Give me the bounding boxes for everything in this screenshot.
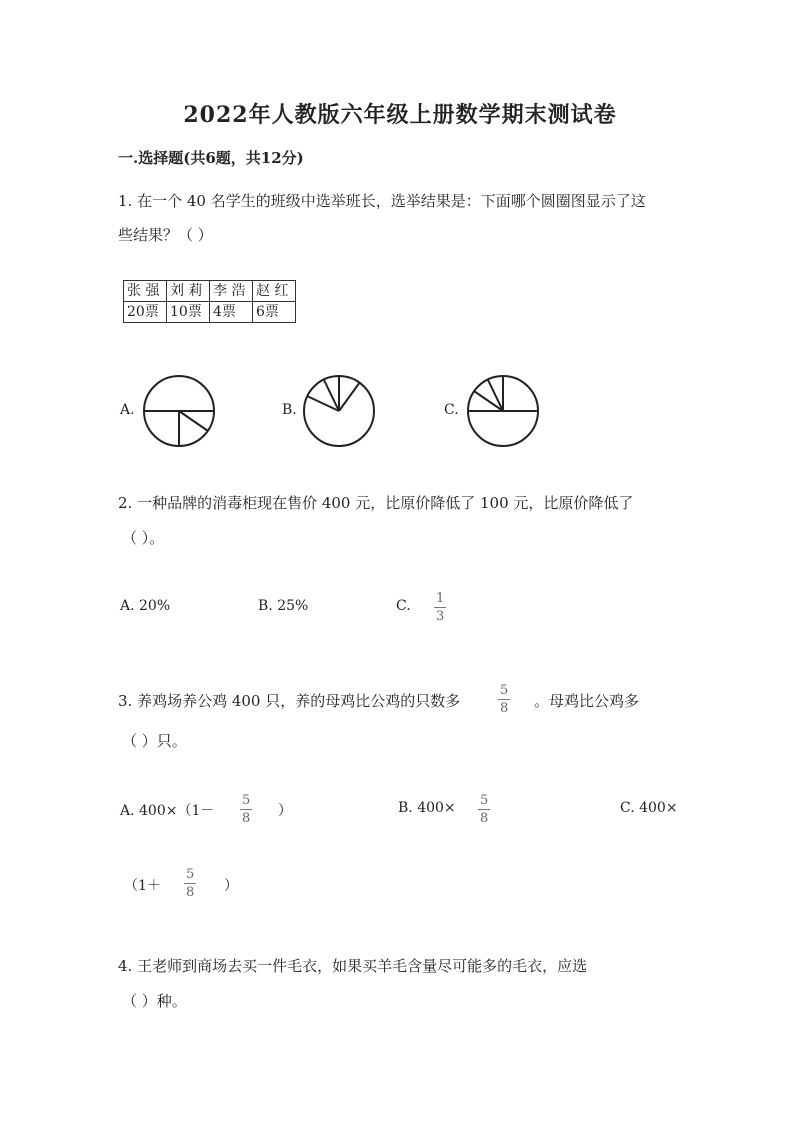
question-3-text-tail: 。母鸡比公鸡多 <box>534 692 640 710</box>
q2-option-c[interactable]: C. <box>396 598 411 614</box>
q3-option-a-fraction <box>240 794 252 825</box>
vote-table-votes-row <box>124 302 296 323</box>
q3-option-a[interactable]: A. 400×（1－ <box>120 803 215 819</box>
vote-table-cell: 10票 <box>167 302 210 323</box>
vote-table-cell: 张 强 <box>124 281 167 302</box>
fraction-numerator: 5 <box>186 867 195 882</box>
option-label-c[interactable]: C. <box>444 402 459 418</box>
q3-option-c-cont: （1＋ <box>124 878 161 894</box>
pie-divider <box>339 382 360 411</box>
q3-option-a-close: ） <box>278 803 292 819</box>
fraction-denominator: 8 <box>500 701 509 716</box>
question-3-text-cont: （ ）只。 <box>122 732 187 750</box>
question-1-text: 1. 在一个 40 名学生的班级中选举班长，选举结果是：下面哪个圆圈图显示了这 <box>118 192 646 210</box>
q3-fraction <box>498 684 510 715</box>
pie-option-a[interactable] <box>142 374 216 448</box>
vote-table-cell: 6票 <box>253 302 296 323</box>
vote-table <box>123 280 296 323</box>
vote-table-names-row <box>124 281 296 302</box>
question-1-text-cont: 些结果？（ ） <box>118 226 213 244</box>
pie-divider <box>324 380 339 411</box>
fraction-numerator: 1 <box>436 591 445 606</box>
question-2-text: 2. 一种品牌的消毒柜现在售价 400 元，比原价降低了 100 元，比原价降低了 <box>118 494 634 512</box>
option-label-a[interactable]: A. <box>120 402 135 418</box>
q3-option-c-fraction <box>184 868 196 899</box>
q3-option-b-fraction <box>478 794 490 825</box>
vote-table-cell: 赵 红 <box>253 281 296 302</box>
pie-divider <box>307 396 339 411</box>
fraction-numerator: 5 <box>500 683 509 698</box>
vote-table-cell: 20票 <box>124 302 167 323</box>
pie-option-c[interactable] <box>466 374 540 448</box>
question-4-text-cont: （ ）种。 <box>122 992 187 1010</box>
option-label-b[interactable]: B. <box>282 402 297 418</box>
pie-divider <box>179 411 208 431</box>
q2-option-c-fraction <box>434 592 446 623</box>
q3-option-b[interactable]: B. 400× <box>398 800 456 816</box>
question-2-text-cont: （ ）。 <box>122 529 165 547</box>
q2-option-a[interactable]: A. 20% <box>120 598 171 614</box>
fraction-numerator: 5 <box>480 793 489 808</box>
pie-option-b[interactable] <box>302 374 376 448</box>
fraction-numerator: 5 <box>242 793 251 808</box>
fraction-denominator: 8 <box>186 885 195 900</box>
q3-option-c-close: ） <box>224 878 238 894</box>
vote-table-cell: 李 浩 <box>210 281 253 302</box>
question-3-text: 3. 养鸡场养公鸡 400 只，养的母鸡比公鸡的只数多 <box>118 692 461 710</box>
vote-table-cell: 刘 莉 <box>167 281 210 302</box>
question-4-text: 4. 王老师到商场去买一件毛衣，如果买羊毛含量尽可能多的毛衣，应选 <box>118 957 588 975</box>
q2-option-b[interactable]: B. 25% <box>258 598 309 614</box>
page-title: 2022年人教版六年级上册数学期末测试卷 <box>183 102 617 128</box>
vote-table-cell: 4票 <box>210 302 253 323</box>
q3-option-c[interactable]: C. 400× <box>620 800 678 816</box>
fraction-denominator: 8 <box>480 811 489 826</box>
fraction-denominator: 8 <box>242 811 251 826</box>
section-heading: 一.选择题(共6题，共12分) <box>118 149 304 167</box>
fraction-denominator: 3 <box>436 609 445 624</box>
